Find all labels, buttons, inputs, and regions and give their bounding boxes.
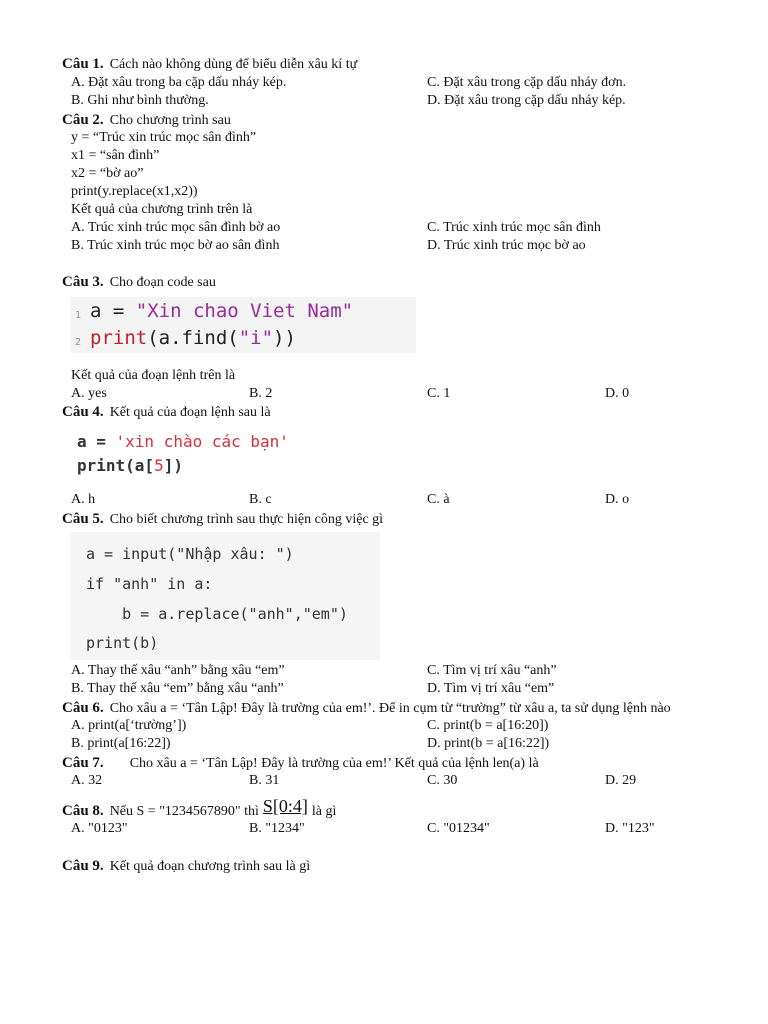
option-c[interactable]: C. à [427, 492, 450, 507]
option-d[interactable]: D. o [605, 492, 630, 507]
code-token: print(a[ [77, 456, 155, 475]
question-text: Kết quả đoạn chương trình sau là gì [109, 859, 311, 874]
option-b[interactable]: B. Thay thế xâu “em” bằng xâu “anh” [71, 681, 284, 696]
question-text: Cách nào không dùng để biểu diễn xâu kí tự [109, 57, 358, 72]
option-d[interactable]: D. "123" [605, 821, 655, 836]
code-token: (a.find( [147, 327, 239, 349]
question-9-heading [62, 857, 752, 876]
option-c[interactable]: C. Trúc xinh trúc mọc sân đình [427, 220, 601, 235]
option-d[interactable]: D. Tìm vị trí xâu “em” [427, 681, 555, 696]
question-prompt: Kết quả của chương trình trên là [71, 202, 253, 217]
option-b[interactable]: B. Ghi như bình thường. [71, 93, 209, 108]
option-d[interactable]: D. Trúc xinh trúc mọc bờ ao [427, 238, 586, 253]
question-number: Câu 5. [62, 511, 104, 527]
question-text: Cho xâu a = ‘Tân Lập! Đây là trường của em!’. Để in cụm từ “trường” từ xâu a, ta sử dụng lệnh nào [109, 701, 671, 716]
code-token: )) [273, 327, 296, 349]
code-line: if "anh" in a: [86, 575, 213, 593]
option-b[interactable]: B. print(a[16:22]) [71, 736, 171, 751]
question-3-heading [62, 273, 752, 292]
code-string: "Xin chao Viet Nam" [135, 300, 354, 322]
code-token: ]) [163, 456, 183, 475]
option-b[interactable]: B. 2 [249, 386, 273, 401]
question-number: Câu 3. [62, 274, 104, 290]
option-a[interactable]: A. yes [71, 386, 107, 401]
option-a[interactable]: A. Đặt xâu trong ba cặp dấu nháy kép. [71, 75, 287, 90]
code-line [90, 299, 353, 323]
code-line: x1 = “sân đình” [71, 148, 160, 163]
option-a[interactable]: A. Trúc xinh trúc mọc sân đình bờ ao [71, 220, 281, 235]
option-c[interactable]: C. Tìm vị trí xâu “anh” [427, 663, 557, 678]
code-line [90, 326, 296, 350]
code-string: "i" [238, 327, 274, 349]
option-b[interactable]: B. "1234" [249, 821, 305, 836]
option-a[interactable]: A. print(a[‘trường’]) [71, 718, 187, 733]
question-number: Câu 8. [62, 803, 104, 819]
code-line: b = a.replace("anh","em") [86, 605, 348, 623]
question-number: Câu 6. [62, 700, 104, 716]
question-text: Cho đoạn code sau [109, 275, 216, 290]
question-text: Kết quả của đoạn lệnh sau là [109, 405, 271, 420]
question-number: Câu 1. [62, 56, 104, 72]
option-a[interactable]: A. h [71, 492, 96, 507]
code-line [77, 431, 289, 453]
question-8-heading [62, 796, 752, 821]
question-text: Cho xâu a = ‘Tân Lập! Đây là trường của em!’ Kết quả của lệnh len(a) là [129, 756, 539, 771]
option-c[interactable]: C. Đặt xâu trong cặp dấu nháy đơn. [427, 75, 627, 90]
code-line: a = input("Nhập xâu: ") [86, 545, 294, 563]
code-snippet-image [71, 428, 326, 480]
option-b[interactable]: B. Trúc xinh trúc mọc bờ ao sân đình [71, 238, 280, 253]
question-number: Câu 7. [62, 755, 104, 771]
option-c[interactable]: C. 30 [427, 773, 458, 788]
option-d[interactable]: D. 0 [605, 386, 630, 401]
code-line: y = “Trúc xin trúc mọc sân đình” [71, 130, 257, 145]
line-number: 1 [75, 310, 82, 321]
code-line: print(b) [86, 634, 159, 652]
code-line: print(y.replace(x1,x2)) [71, 184, 198, 199]
slice-expression: S[0:4] [262, 796, 308, 816]
question-text: Cho chương trình sau [109, 113, 231, 128]
code-line: x2 = “bờ ao” [71, 166, 144, 181]
question-4-heading [62, 403, 752, 422]
option-d[interactable]: D. 29 [605, 773, 637, 788]
option-b[interactable]: B. 31 [249, 773, 280, 788]
question-number: Câu 9. [62, 858, 104, 874]
option-a[interactable]: A. Thay thế xâu “anh” bằng xâu “em” [71, 663, 285, 678]
question-2-heading [62, 111, 752, 130]
question-text: Cho biết chương trình sau thực hiện công việc gì [109, 512, 384, 527]
code-line [77, 455, 183, 477]
question-7-heading [62, 754, 752, 773]
question-number: Câu 2. [62, 112, 104, 128]
code-token: a = [90, 300, 136, 322]
code-number: 5 [154, 456, 164, 475]
question-text: Nếu S = "1234567890" thì [109, 804, 259, 819]
option-d[interactable]: D. print(b = a[16:22]) [427, 736, 550, 751]
code-function: print [90, 327, 148, 349]
code-snippet-image [71, 532, 380, 660]
question-1-heading [62, 55, 752, 74]
line-number: 2 [75, 337, 82, 348]
option-c[interactable]: C. "01234" [427, 821, 490, 836]
option-a[interactable]: A. "0123" [71, 821, 128, 836]
option-a[interactable]: A. 32 [71, 773, 103, 788]
option-c[interactable]: C. print(b = a[16:20]) [427, 718, 549, 733]
option-c[interactable]: C. 1 [427, 386, 451, 401]
code-snippet-image [71, 297, 416, 353]
option-d[interactable]: D. Đặt xâu trong cặp dấu nháy kép. [427, 93, 626, 108]
question-6-heading [62, 699, 752, 718]
question-text-tail: là gì [311, 804, 337, 819]
question-prompt: Kết quả của đoạn lệnh trên là [71, 368, 236, 383]
question-number: Câu 4. [62, 404, 104, 420]
option-b[interactable]: B. c [249, 492, 272, 507]
code-token: a = [77, 432, 116, 451]
question-5-heading [62, 510, 752, 529]
code-string: 'xin chào các bạn' [115, 432, 289, 451]
